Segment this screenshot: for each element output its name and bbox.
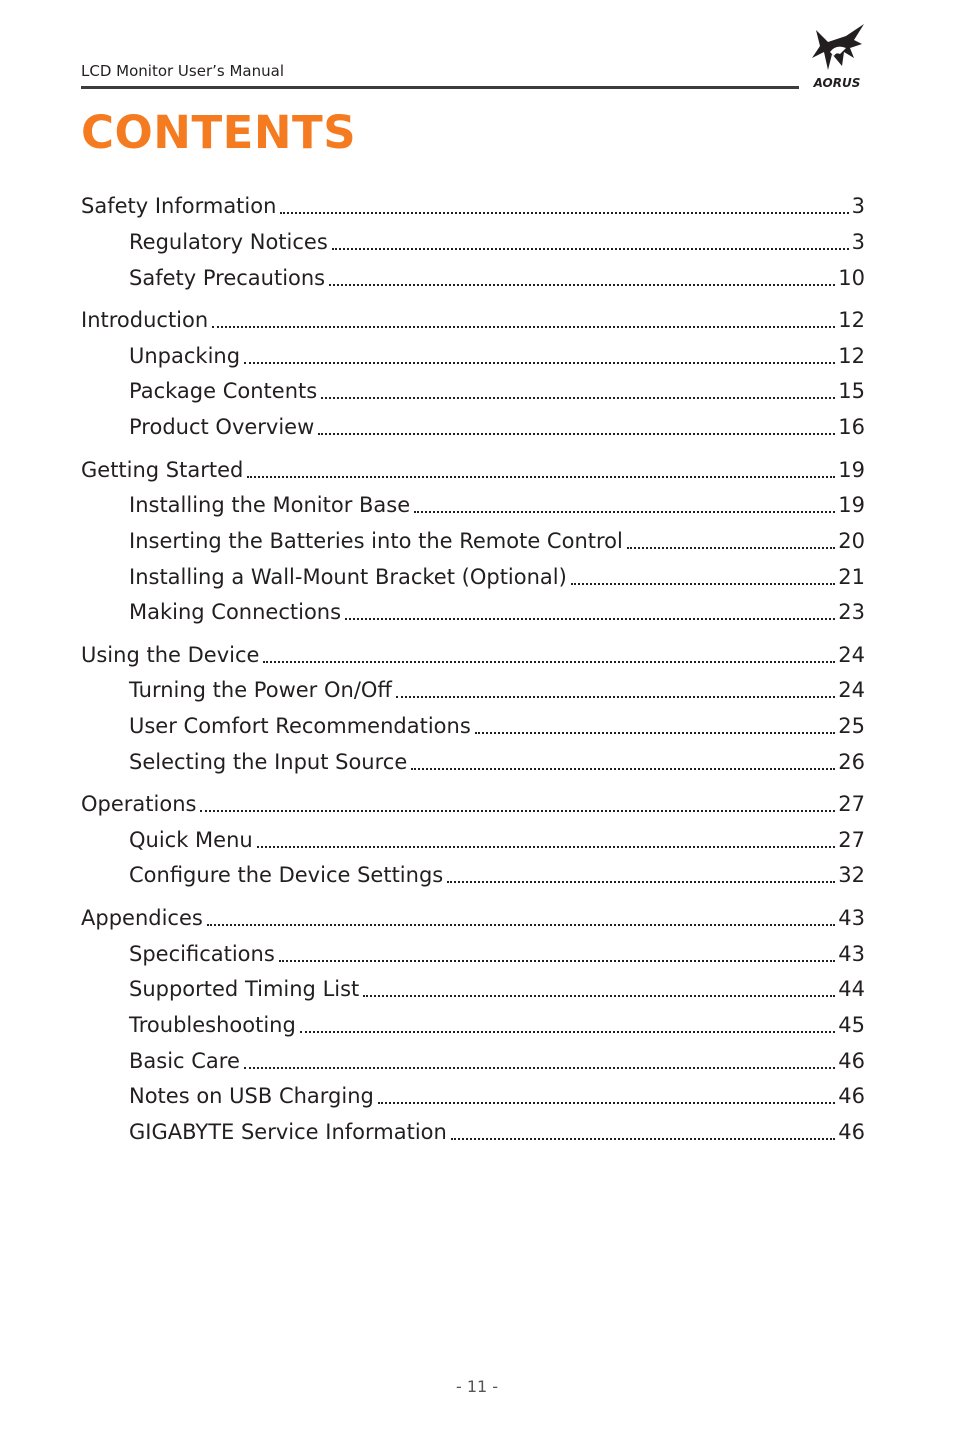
toc-entry-label: Regulatory Notices <box>129 230 328 254</box>
toc-entry-label: Getting Started <box>81 458 244 482</box>
toc-entry-label: Unpacking <box>129 344 241 368</box>
toc-entry-label: Inserting the Batteries into the Remote Control <box>129 529 623 553</box>
toc-leader-dots <box>411 748 835 770</box>
toc-leader-dots <box>212 306 835 328</box>
toc-entry-page: 27 <box>838 828 865 852</box>
toc-entry-label: Installing the Monitor Base <box>129 493 411 517</box>
toc-subsection[interactable] <box>129 413 865 442</box>
toc-leader-dots <box>378 1082 835 1104</box>
toc-leader-dots <box>396 676 835 698</box>
toc-entry-page: 45 <box>838 1013 865 1037</box>
page-title: CONTENTS <box>81 106 357 159</box>
toc-entry-page: 16 <box>838 415 865 439</box>
toc-entry-label: Turning the Power On/Off <box>129 678 392 702</box>
toc-leader-dots <box>451 1118 835 1140</box>
toc-entry-page: 43 <box>838 906 865 930</box>
toc-leader-dots <box>329 264 835 286</box>
toc-entry-page: 20 <box>838 529 865 553</box>
toc-subsection[interactable] <box>129 676 865 705</box>
toc-subsection[interactable] <box>129 264 865 293</box>
toc-entry-page: 12 <box>838 308 865 332</box>
toc-entry-page: 32 <box>838 863 865 887</box>
toc-entry-label: Safety Information <box>81 194 277 218</box>
toc-subsection[interactable] <box>129 228 865 257</box>
toc-entry-page: 10 <box>838 266 865 290</box>
toc-leader-dots <box>447 861 835 883</box>
toc-subsection[interactable] <box>129 527 865 556</box>
toc-subsection[interactable] <box>129 491 865 520</box>
toc-leader-dots <box>475 712 836 734</box>
toc-leader-dots <box>200 790 835 812</box>
toc-subsection[interactable] <box>129 377 865 406</box>
toc-subsection[interactable] <box>129 940 865 969</box>
toc-entry-page: 46 <box>838 1084 865 1108</box>
toc-entry-label: Notes on USB Charging <box>129 1084 374 1108</box>
aorus-logo-icon <box>806 22 868 92</box>
toc-entry-page: 23 <box>838 600 865 624</box>
toc-section[interactable] <box>81 456 865 485</box>
toc-entry-page: 26 <box>838 750 865 774</box>
toc-subsection[interactable] <box>129 748 865 777</box>
toc-entry-page: 19 <box>838 458 865 482</box>
toc-entry-label: Appendices <box>81 906 203 930</box>
toc-entry-label: Product Overview <box>129 415 315 439</box>
toc-entry-label: Specifications <box>129 942 275 966</box>
toc-entry-label: GIGABYTE Service Information <box>129 1120 447 1144</box>
toc-section[interactable] <box>81 641 865 670</box>
toc-leader-dots <box>257 826 836 848</box>
toc-entry-page: 46 <box>838 1049 865 1073</box>
toc-subsection[interactable] <box>129 712 865 741</box>
toc-entry-label: Using the Device <box>81 643 260 667</box>
toc-leader-dots <box>571 563 835 585</box>
toc-leader-dots <box>263 641 835 663</box>
toc-entry-page: 25 <box>838 714 865 738</box>
toc-entry-label: Making Connections <box>129 600 342 624</box>
toc-leader-dots <box>414 491 835 513</box>
toc-entry-label: Supported Timing List <box>129 977 360 1001</box>
toc-section[interactable] <box>81 192 865 221</box>
toc-leader-dots <box>279 940 835 962</box>
toc-leader-dots <box>321 377 835 399</box>
toc-leader-dots <box>300 1011 835 1033</box>
logo-wordmark: AORUS <box>813 76 861 90</box>
toc-subsection[interactable] <box>129 1082 865 1111</box>
toc-entry-label: Selecting the Input Source <box>129 750 408 774</box>
toc-leader-dots <box>280 192 848 214</box>
toc-entry-label: Configure the Device Settings <box>129 863 444 887</box>
toc-subsection[interactable] <box>129 1011 865 1040</box>
toc-entry-page: 27 <box>838 792 865 816</box>
toc-section[interactable] <box>81 306 865 335</box>
toc-subsection[interactable] <box>129 826 865 855</box>
toc-entry-page: 3 <box>851 194 865 218</box>
toc-entry-label: Troubleshooting <box>129 1013 296 1037</box>
toc-subsection[interactable] <box>129 598 865 627</box>
toc-subsection[interactable] <box>129 342 865 371</box>
header-divider <box>81 86 799 89</box>
page-number: - 11 - <box>455 1377 499 1396</box>
toc-entry-label: Basic Care <box>129 1049 240 1073</box>
toc-entry-page: 3 <box>851 230 865 254</box>
toc-subsection[interactable] <box>129 975 865 1004</box>
toc-entry-page: 12 <box>838 344 865 368</box>
toc-entry-page: 24 <box>838 643 865 667</box>
toc-leader-dots <box>345 598 835 620</box>
toc-entry-label: Safety Precautions <box>129 266 326 290</box>
toc-entry-page: 46 <box>838 1120 865 1144</box>
toc-entry-label: Introduction <box>81 308 209 332</box>
toc-subsection[interactable] <box>129 1047 865 1076</box>
toc-entry-page: 19 <box>838 493 865 517</box>
toc-entry-label: Package Contents <box>129 379 318 403</box>
toc-entry-label: Installing a Wall-Mount Bracket (Optional) <box>129 565 567 589</box>
toc-entry-page: 21 <box>838 565 865 589</box>
toc-leader-dots <box>207 904 835 926</box>
toc-entry-page: 44 <box>838 977 865 1001</box>
toc-subsection[interactable] <box>129 861 865 890</box>
toc-leader-dots <box>318 413 835 435</box>
toc-entry-page: 43 <box>838 942 865 966</box>
toc-entry-label: Quick Menu <box>129 828 253 852</box>
toc-leader-dots <box>332 228 849 250</box>
toc-entry-page: 15 <box>838 379 865 403</box>
manual-title: LCD Monitor User’s Manual <box>81 62 284 80</box>
toc-entry-label: User Comfort Recommendations <box>129 714 471 738</box>
toc-leader-dots <box>244 1047 835 1069</box>
toc-subsection[interactable] <box>129 563 865 592</box>
toc-section[interactable] <box>81 904 865 933</box>
toc-leader-dots <box>247 456 835 478</box>
toc-entry-page: 24 <box>838 678 865 702</box>
toc-section[interactable] <box>81 790 865 819</box>
toc-leader-dots <box>363 975 835 997</box>
toc-subsection[interactable] <box>129 1118 865 1147</box>
toc-leader-dots <box>244 342 835 364</box>
toc-leader-dots <box>627 527 835 549</box>
toc-entry-label: Operations <box>81 792 197 816</box>
